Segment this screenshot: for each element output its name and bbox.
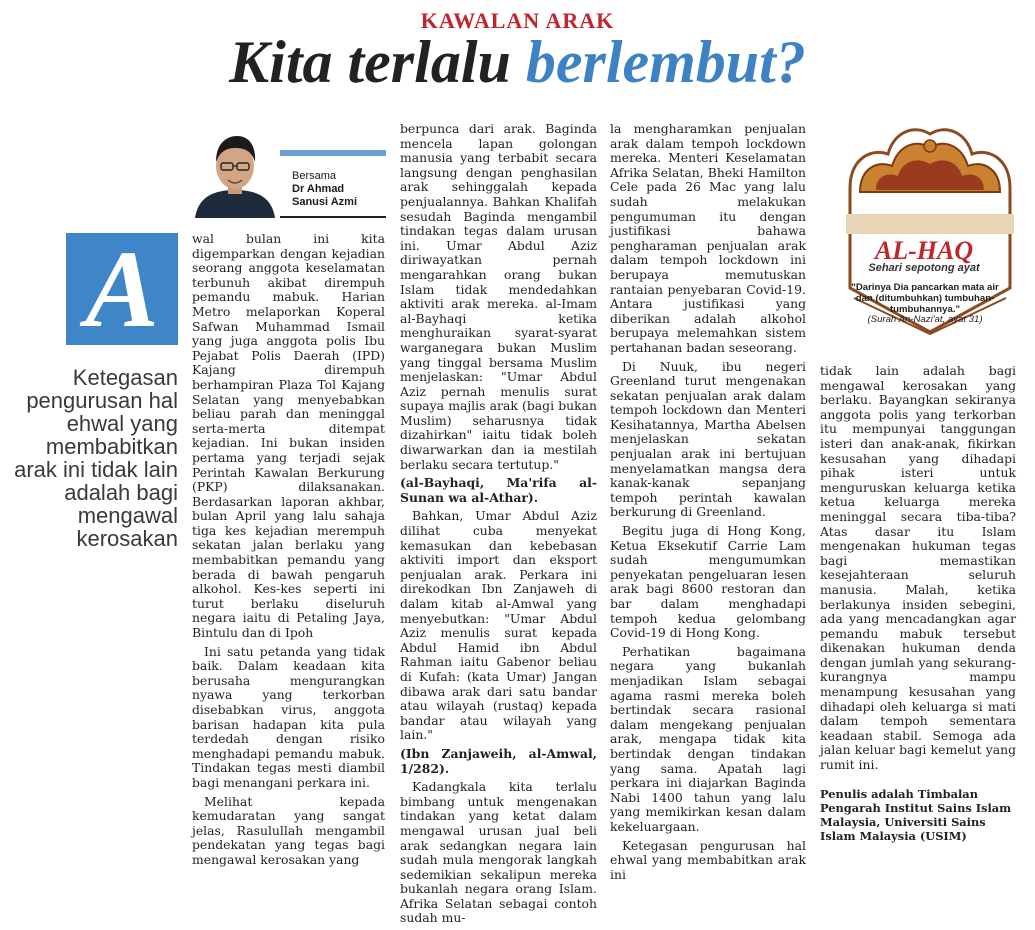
- paragraph: Di Nuuk, ibu negeri Greenland turut mengenakan sekatan penjualan arak dalam tempoh lockdown dan Menteri Kesihatannya, Martha Abelsen menjelaskan sekatan penjualan arak ini bertujuan menyelamatkan mangsa dera kanak-kanak sepanjang tempoh perintah kawalan berkurung di Greenland.: [610, 358, 806, 520]
- author-name-line2: Sanusi Azmi: [292, 196, 357, 208]
- paragraph: berpunca dari arak. Baginda mencela lapan golongan manusia yang terbabit secara langsung dengan penghasilan arak sehinggalah kepada penjualannya. Bahkan Khalifah sesudah Baginda mengambil tindakan tegas dalam urusan ini. Umar Abdul Aziz diriwayatkan pernah mengarahkan orang bukan Islam tidak mendedahkan aktiviti arak mereka. al-Imam al-Bayhaqi ketika menghuraikan syarat-syarat warganegara bukan Muslim yang tinggal bersama Muslim menjelaskan: "Umar Abdul Aziz pernah menulis surat supaya majlis arak (bagi bukan Muslim) seharusnya tidak dizahirkan" iaitu tidak boleh diwarwarkan dan ia mestilah berlaku secara tertutup.": [400, 121, 597, 472]
- paragraph: tidak lain adalah bagi mengawal kerosakan yang berlaku. Bayangkan sekiranya anggota polis yang terkorban itu mempunyai tanggungan isteri dan anak-anak, fikirkan kesusahan yang dihadapi pihak isteri untuk menguruskan keluarga ketika ketua keluarga mereka meninggal secara tiba-tiba? Atas dasar itu Islam mengenakan hukuman tegas bagi memastikan kesejahteraan seluruh manusia. Malah, ketika berlakunya insiden sebegini, ada yang mencadangkan agar pemandu mabuk tersebut dikenakan hukuman denda dengan jumlah yang sekurang-kurangnya mampu menampung kesusahan yang dihadapi oleh keluarga si mati dalam tempoh sementara keadaan stabil. Semoga ada jalan keluar bagi kemelut yang rumit ini.: [820, 363, 1016, 773]
- article-column-2: [400, 122, 597, 930]
- author-name-line1: Dr Ahmad: [292, 183, 345, 195]
- paragraph: wal bulan ini kita digemparkan dengan kejadian seorang anggota keselamatan terbunuh akibat dirempuh pemandu mabuk. Harian Metro melaporkan Koperal Safwan Muhammad Ismail yang juga anggota polis Ibu Pejabat Polis Daerah (IPD) Kajang dirempuh berhampiran Plaza Tol Kajang Selatan yang menyebabkan beliau parah dan meninggal serta-merta ditempat kejadian. Ini bukan insiden pertama yang terjadi sejak Perintah Kawalan Berkurung (PKP) dilaksanakan. Berdasarkan laporan akhbar, bulan April yang lalu sahaja tiga kes kejadian merempuh sekatan jalan berlaku yang membabitkan pemandu yang berada di bawah pengaruh alkohol. Kes-kes seperti ini turut berlaku diseluruh negara iaitu di Petaling Jaya, Bintulu dan di Ipoh: [192, 231, 385, 641]
- paragraph: Perhatikan bagaimana negara yang bukanlah menjadikan Islam sebagai agama rasmi mereka boleh bertindak secara rasional dalam mengekang penjualan arak, mengapa tidak kita bertindak dengan tindakan yang sama. Apatah lagi perkara ini diajarkan Baginda Nabi 1400 tahun yang lalu yang memikirkan kesan dalam kekeluargaan.: [610, 643, 806, 834]
- paragraph: Kadangkala kita terlalu bimbang untuk mengenakan tindakan yang ketat dalam mengawal urusan jual beli arak sedangkan negara lain sudah mula mengorak langkah sedemikian sekalipun mereka bukanlah negara orang Islam. Afrika Selatan sebagai contoh sudah mu-: [400, 779, 597, 926]
- pull-quote: Ketegasan pengurusan hal ehwal yang membabitkan arak ini tidak lain adalah bagi mengawal kerosakan: [14, 365, 178, 551]
- headline-part2: berlembut?: [525, 29, 806, 95]
- author-photo: [190, 126, 280, 218]
- sidebar-subtitle: Sehari sepotong ayat: [868, 262, 980, 274]
- sidebar-title: AL-HAQ: [874, 236, 974, 265]
- paragraph: Bahkan, Umar Abdul Aziz dilihat cuba menyekat kemasukan dan kebebasan aktiviti import dan eksport penjualan arak. Perkara ini direkodkan Ibn Zanjaweh di dalam kitab al-Amwal yang menyebutkan: "Umar Abdul Aziz menulis surat kepada Abdul Hamid ibn Abdul Rahman iaitu Gabenor beliau di Kufah: (kata Umar) Jangan dibawa arak dari satu bandar atau wilayah (rustaq) kepada bandar atau wilayah yang lain.": [400, 508, 597, 743]
- headline-part1: Kita terlalu: [229, 29, 511, 95]
- article-column-1: [192, 232, 385, 872]
- paragraph: Begitu juga di Hong Kong, Ketua Eksekutif Carrie Lam sudah mengumumkan penyekatan pengeluaran lesen arak bagi 8600 restoran dan bar dalam menghadapi tempoh kedua gelombang Covid-19 di Hong Kong.: [610, 523, 806, 641]
- sidebar-reference: (Surah An-Nazi'at, ayat 31): [867, 314, 983, 325]
- article-column-4: [820, 364, 1016, 847]
- author-name: [292, 183, 357, 209]
- paragraph: Ketegasan pengurusan hal ehwal yang membabitkan arak ini: [610, 837, 806, 882]
- article-column-3: [610, 122, 806, 886]
- headline: [0, 26, 1035, 98]
- paragraph: Ini satu petanda yang tidak baik. Dalam keadaan kita berusaha mengurangkan nyawa yang terkorban disebabkan virus, anggota barisan hadapan kita pula terdedah dengan risiko menghadapi pemandu mabuk. Tindakan tegas mesti diambil bagi menangani perkara ini.: [192, 643, 385, 790]
- author-label: Bersama: [292, 170, 337, 182]
- paragraph: Melihat kepada kemudaratan yang sangat jelas, Rasulullah mengambil pendekatan yang tegas bagi mengawal kerosakan yang: [192, 793, 385, 867]
- drop-cap: A: [66, 233, 178, 345]
- section-kicker: KAWALAN ARAK: [420, 8, 615, 33]
- citation: (al-Bayhaqi, Ma'rifa al-Sunan wa al-Athar).: [400, 475, 597, 505]
- paragraph: la mengharamkan penjualan arak dalam tempoh lockdown mereka. Menteri Keselamatan Afrika Selatan, Bheki Hamilton Cele pada 26 Mac yang lalu sudah melakukan pengumuman itu dengan justifikasi bahawa pengharaman penjualan arak dalam tempoh lockdown ini berupaya memutuskan rantaian penyebaran Covid-19. Antara justifikasi yang diberikan adalah alkohol berupaya melemahkan sistem pertahanan badan seseorang.: [610, 121, 806, 355]
- author-byline: Penulis adalah Timbalan Pengarah Institut Sains Islam Malaysia, Universiti Sains Islam Malaysia (USIM): [820, 786, 1012, 843]
- sidebar-quote: "Darinya Dia pancarkan mata air dan (ditumbuhkan) tumbuhan-tumbuhannya.": [851, 282, 999, 315]
- citation: (Ibn Zanjaweih, al-Amwal, 1/282).: [400, 745, 597, 776]
